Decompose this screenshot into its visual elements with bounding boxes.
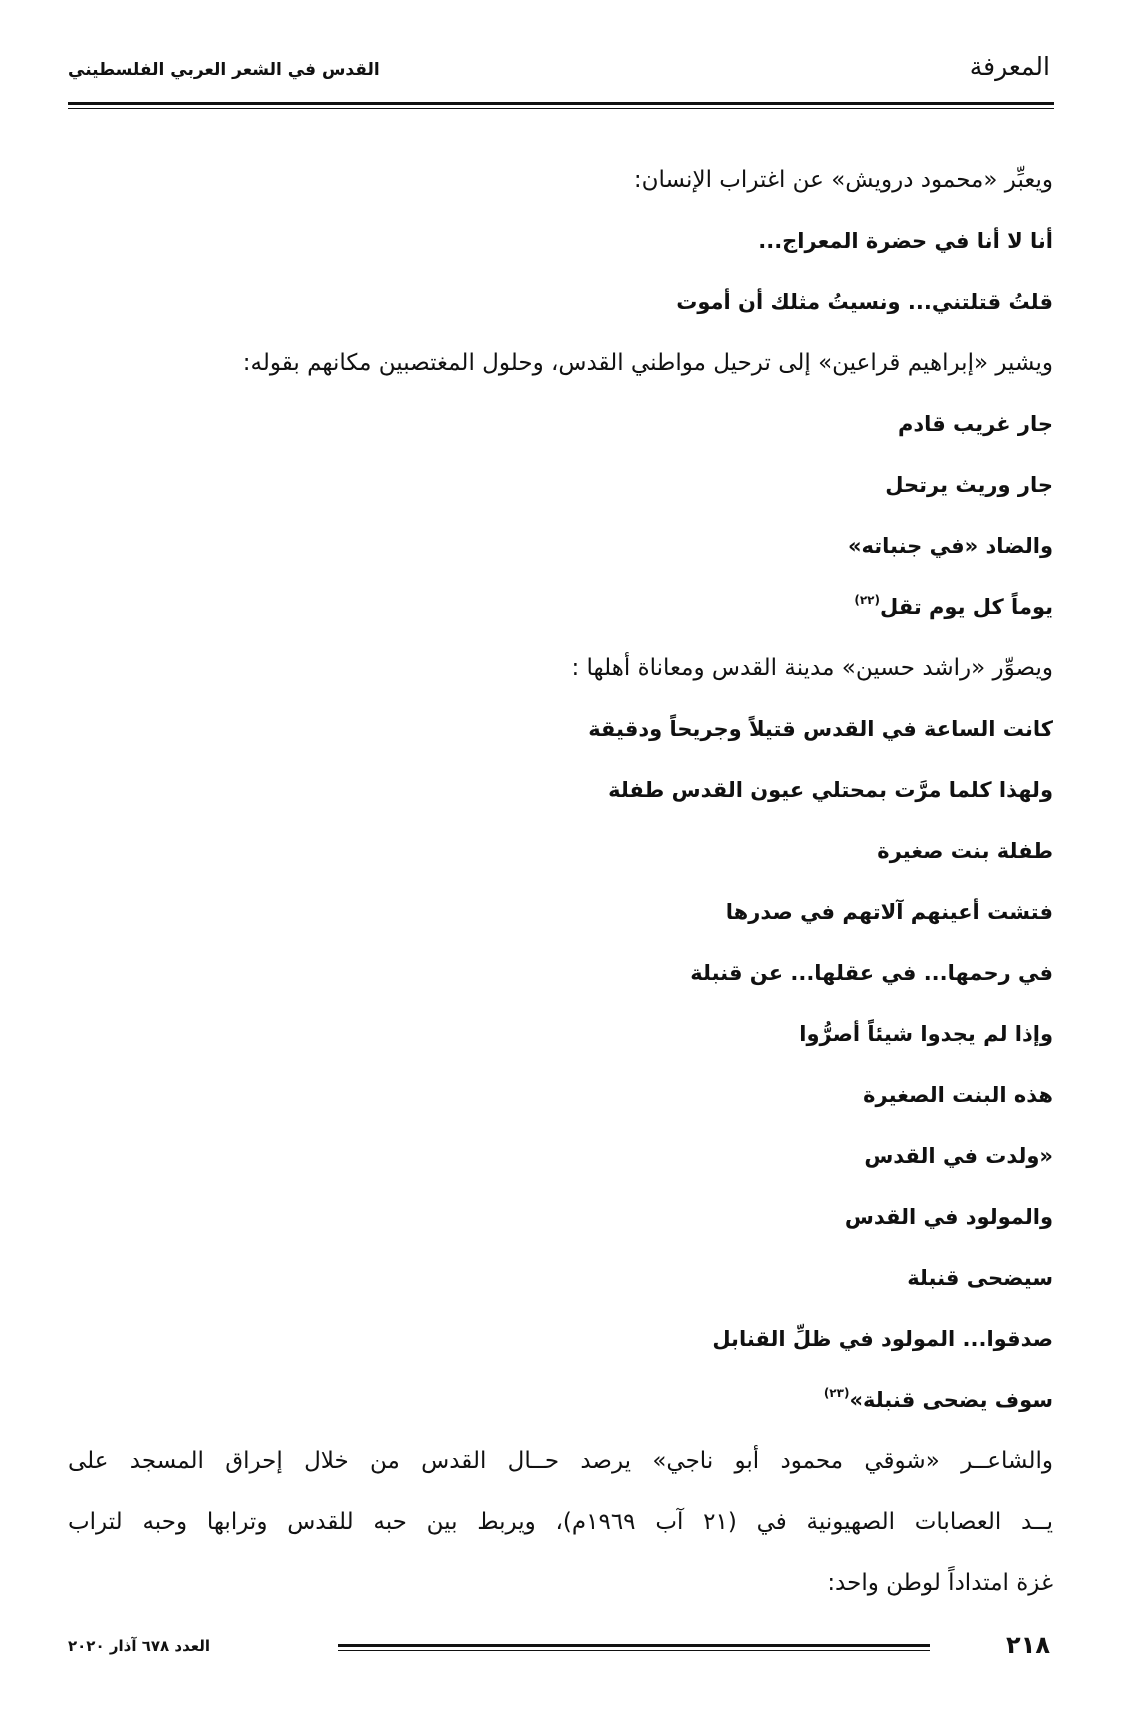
paragraph-line: والشاعــر «شوقي محمود أبو ناجي» يرصد حــال القدس من خلال إحراق المسجد على [68, 1448, 1053, 1474]
verse-line: والمولود في القدس [844, 1205, 1053, 1229]
running-title: القدس في الشعر العربي الفلسطيني [68, 60, 380, 80]
paragraph-line: يــد العصابات الصهيونية في (٢١ آب ١٩٦٩م)، ويربط بين حبه للقدس وترابها وحبه لتراب [68, 1509, 1053, 1535]
header-rule-thick [68, 102, 1054, 105]
page-content [68, 150, 1053, 1614]
magazine-logo: المعرفة [969, 52, 1050, 81]
verse-line: جار غريب قادم [897, 412, 1053, 436]
verse-line: هذه البنت الصغيرة [863, 1083, 1053, 1107]
footnote-ref-22: (٢٢) [854, 593, 880, 607]
verse-text: سوف يضحى قنبلة» [849, 1388, 1053, 1412]
verse-line: وإذا لم يجدوا شيئاً أصرُّوا [799, 1022, 1053, 1046]
page-footer [68, 1631, 1054, 1667]
verse-line: في رحمها... في عقلها... عن قنبلة [690, 961, 1053, 985]
verse-line: أنا لا أنا في حضرة المعراج... [758, 229, 1053, 253]
verse-line: قلتُ قتلتني... ونسيتُ مثلك أن أموت [676, 290, 1053, 314]
verse-line: «ولدت في القدس [864, 1144, 1053, 1168]
verse-line: طفلة بنت صغيرة [877, 839, 1053, 863]
footer-rule-thick [338, 1644, 930, 1647]
verse-line: جار وريث يرتحل [885, 473, 1053, 497]
verse-line: ولهذا كلما مرَّت بمحتلي عيون القدس طفلة [608, 778, 1053, 802]
verse-line: كانت الساعة في القدس قتيلاً وجريحاً ودقيقة [588, 717, 1053, 741]
issue-info: العدد ٦٧٨ آذار ٢٠٢٠ [68, 1637, 210, 1655]
page-number: ٢١٨ [1006, 1631, 1050, 1659]
verse-line: صدقوا... المولود في ظلِّ القنابل [712, 1327, 1053, 1351]
intro-qaraeen: ويشير «إبراهيم قراعين» إلى ترحيل مواطني القدس، وحلول المغتصبين مكانهم بقوله: [242, 350, 1053, 376]
header-rule-thin [68, 108, 1054, 109]
verse-text: يوماً كل يوم تقل [879, 595, 1053, 619]
verse-line-with-footnote [68, 577, 1053, 638]
footnote-ref-23: (٢٣) [823, 1386, 850, 1400]
verse-line-with-footnote [68, 1370, 1053, 1431]
verse-line: فتشت أعينهم آلاتهم في صدرها [725, 900, 1053, 924]
paragraph-line: غزة امتداداً لوطن واحد: [827, 1570, 1053, 1596]
verse-line: سيضحى قنبلة [907, 1266, 1053, 1290]
closing-paragraph [68, 1431, 1053, 1614]
footer-rule-thin [338, 1650, 930, 1651]
verse-line: والضاد «في جنباته» [847, 534, 1053, 558]
page-header [68, 52, 1054, 94]
intro-darwish: ويعبِّر «محمود درويش» عن اغتراب الإنسان: [633, 167, 1053, 193]
intro-husain: ويصوِّر «راشد حسين» مدينة القدس ومعاناة أهلها : [571, 655, 1053, 681]
